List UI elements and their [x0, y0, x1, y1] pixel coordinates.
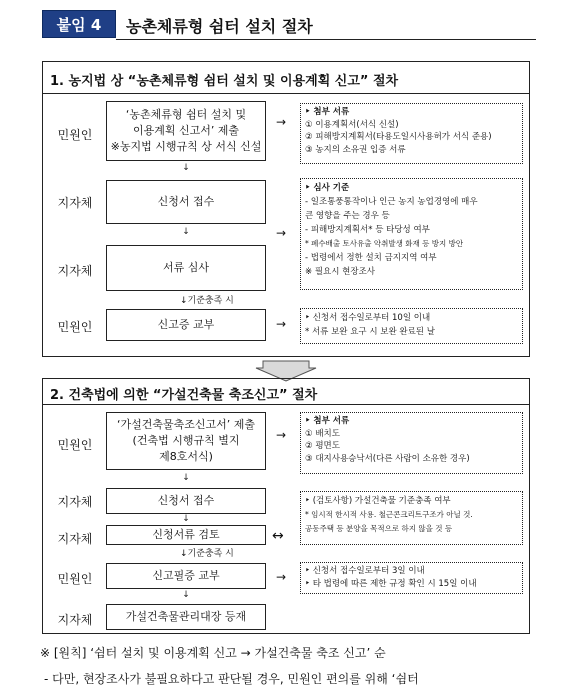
- section-2-heading: 2. 건축법에 의한 “가설건축물 축조신고” 절차: [50, 388, 318, 403]
- section-1-heading: 1. 농지법 상 “농촌체류형 쉼터 설치 및 이용계획 신고” 절차: [50, 74, 399, 89]
- s2-step2-text: 신청서 접수: [157, 494, 215, 507]
- s2-attachments-line: ‣ 첨부 서류: [305, 416, 350, 426]
- s1-criteria-line: * 폐수배출 토사유출 악취발생 화재 등 방지 방안: [305, 239, 464, 248]
- s2-criteria-line: * 임시적 한시적 사용. 철근콘크리트구조가 아닐 것.: [305, 510, 473, 519]
- s2-step1-box: [106, 412, 266, 470]
- s1-step2-label: 지자체: [57, 196, 93, 210]
- s2-arrow-docs: →: [276, 428, 287, 442]
- s2-step3-box: [106, 525, 266, 545]
- s2-step1-line1: ‘가설건축물축조신고서’ 제출: [116, 418, 255, 431]
- s2-step4-label: 민원인: [57, 572, 93, 586]
- s1-step3-label: 지자체: [57, 264, 93, 278]
- s2-attachments-line: ③ 대지사용승낙서(다른 사람이 소유한 경우): [305, 453, 470, 464]
- s1-criteria-line: - 일조통풍통작이나 인근 농지 농업경영에 매우: [305, 197, 478, 207]
- s1-deadline-box: [300, 308, 523, 344]
- s1-step1-box: [106, 101, 266, 161]
- section-1-rule: [42, 93, 530, 94]
- s1-step2-box: [106, 180, 266, 224]
- s1-condition: ↓기준충족 시: [180, 296, 234, 306]
- appendix-badge: 붙임 4: [42, 10, 116, 38]
- s2-criteria-box: [300, 491, 523, 545]
- s1-down-arrow-1: ↓: [182, 163, 190, 173]
- s2-step5-label: 지자체: [57, 613, 93, 627]
- s2-step2-box: [106, 488, 266, 514]
- s1-attachments-line: ‣ 첨부 서류: [305, 107, 350, 117]
- s2-step3-label: 지자체: [57, 532, 93, 546]
- s2-step4-box: [106, 563, 266, 589]
- s2-criteria-line: 공동주택 등 분양을 목적으로 하지 않을 것 등: [305, 524, 453, 533]
- s1-step2-text: 신청서 접수: [157, 195, 215, 208]
- s2-step1-line3: 제8호서식): [159, 450, 213, 463]
- s2-step4-text: 신고필증 교부: [152, 569, 220, 582]
- s2-attachments-line: ② 평면도: [305, 441, 340, 451]
- s1-step3-box: [106, 245, 266, 291]
- s2-down-arrow-3: ↓: [182, 590, 190, 600]
- s2-deadline-line: ‣ 타 법령에 따른 제한 규정 확인 시 15일 이내: [305, 579, 477, 589]
- s1-step1-line2: 이용계획 신고서’ 제출: [132, 124, 240, 137]
- s1-criteria-line: ‣ 심사 기준: [305, 183, 350, 193]
- s1-arrow-deadline: →: [276, 317, 287, 331]
- section-2-rule: [42, 404, 530, 405]
- s1-deadline-line: ‣ 신청서 접수일로부터 10일 이내: [305, 313, 431, 323]
- s1-criteria-line: - 피해방지계획서* 등 타당성 여부: [305, 225, 430, 235]
- footer-note-exception: - 다만, 현장조사가 불필요하다고 판단될 경우, 민원인 편의를 위해 ‘쉼터: [44, 672, 419, 686]
- s2-step3-text: 신청서류 검토: [152, 528, 220, 541]
- s2-step2-label: 지자체: [57, 495, 93, 509]
- title-underline: [116, 39, 536, 40]
- s1-down-arrow-2: ↓: [182, 227, 190, 237]
- s1-attachments-line: ② 피해방지계획서(타용도일시사용허가 서식 준용): [305, 132, 492, 142]
- s1-attachments-box: [300, 103, 523, 164]
- s1-attachments-line: ③ 농지의 소유권 입증 서류: [305, 144, 406, 155]
- s1-step1-label: 민원인: [57, 128, 93, 142]
- s1-criteria-box: [300, 178, 523, 290]
- s2-deadline-box: [300, 562, 523, 594]
- s1-deadline-line: * 서류 보완 요구 시 보완 완료된 날: [305, 327, 435, 337]
- s1-step4-label: 민원인: [57, 320, 93, 334]
- s2-step5-box: [106, 604, 266, 630]
- s1-step1-line3: ※농지법 시행규칙 상 서식 신설: [110, 140, 262, 153]
- s2-step1-label: 민원인: [57, 438, 93, 452]
- s1-arrow-docs: →: [276, 115, 287, 129]
- footer-note-principle: ※ [원칙] ‘쉼터 설치 및 이용계획 신고 → 가설건축물 축조 신고’ 순: [40, 646, 386, 660]
- s1-step4-text: 신고증 교부: [157, 318, 215, 331]
- s2-arrow-deadline: →: [276, 570, 287, 584]
- s2-deadline-line: ‣ 신청서 접수일로부터 3일 이내: [305, 566, 425, 576]
- s2-condition: ↓기준충족 시: [180, 549, 234, 559]
- page-title: 농촌체류형 쉼터 설치 절차: [126, 17, 313, 36]
- s1-step4-box: [106, 309, 266, 341]
- s2-step1-line2: (건축법 시행규칙 별지: [132, 434, 240, 447]
- s2-down-arrow-2: ↓: [182, 514, 190, 524]
- s1-arrow-criteria: →: [276, 226, 287, 240]
- s2-step5-text: 가설건축물관리대장 등재: [125, 610, 247, 623]
- s2-attachments-line: ① 배치도: [305, 428, 340, 439]
- s1-criteria-line: - 법령에서 정한 설치 금지지역 여부: [305, 253, 437, 263]
- s2-attachments-box: [300, 412, 523, 474]
- s1-attachments-line: ① 이용계획서(서식 신설): [305, 119, 399, 130]
- s1-step1-line1: ‘농촌체류형 쉼터 설치 및: [125, 108, 247, 121]
- s1-criteria-line: ※ 필요시 현장조사: [305, 267, 376, 277]
- s2-criteria-line: ‣ (검토사항) 가설건축물 기준충족 여부: [305, 496, 451, 506]
- s1-step3-text: 서류 심사: [162, 261, 209, 274]
- s2-down-arrow-1: ↓: [182, 473, 190, 483]
- s2-arrow-criteria: ↔: [272, 528, 284, 544]
- s1-criteria-line: 큰 영향을 주는 경우 등: [305, 211, 390, 221]
